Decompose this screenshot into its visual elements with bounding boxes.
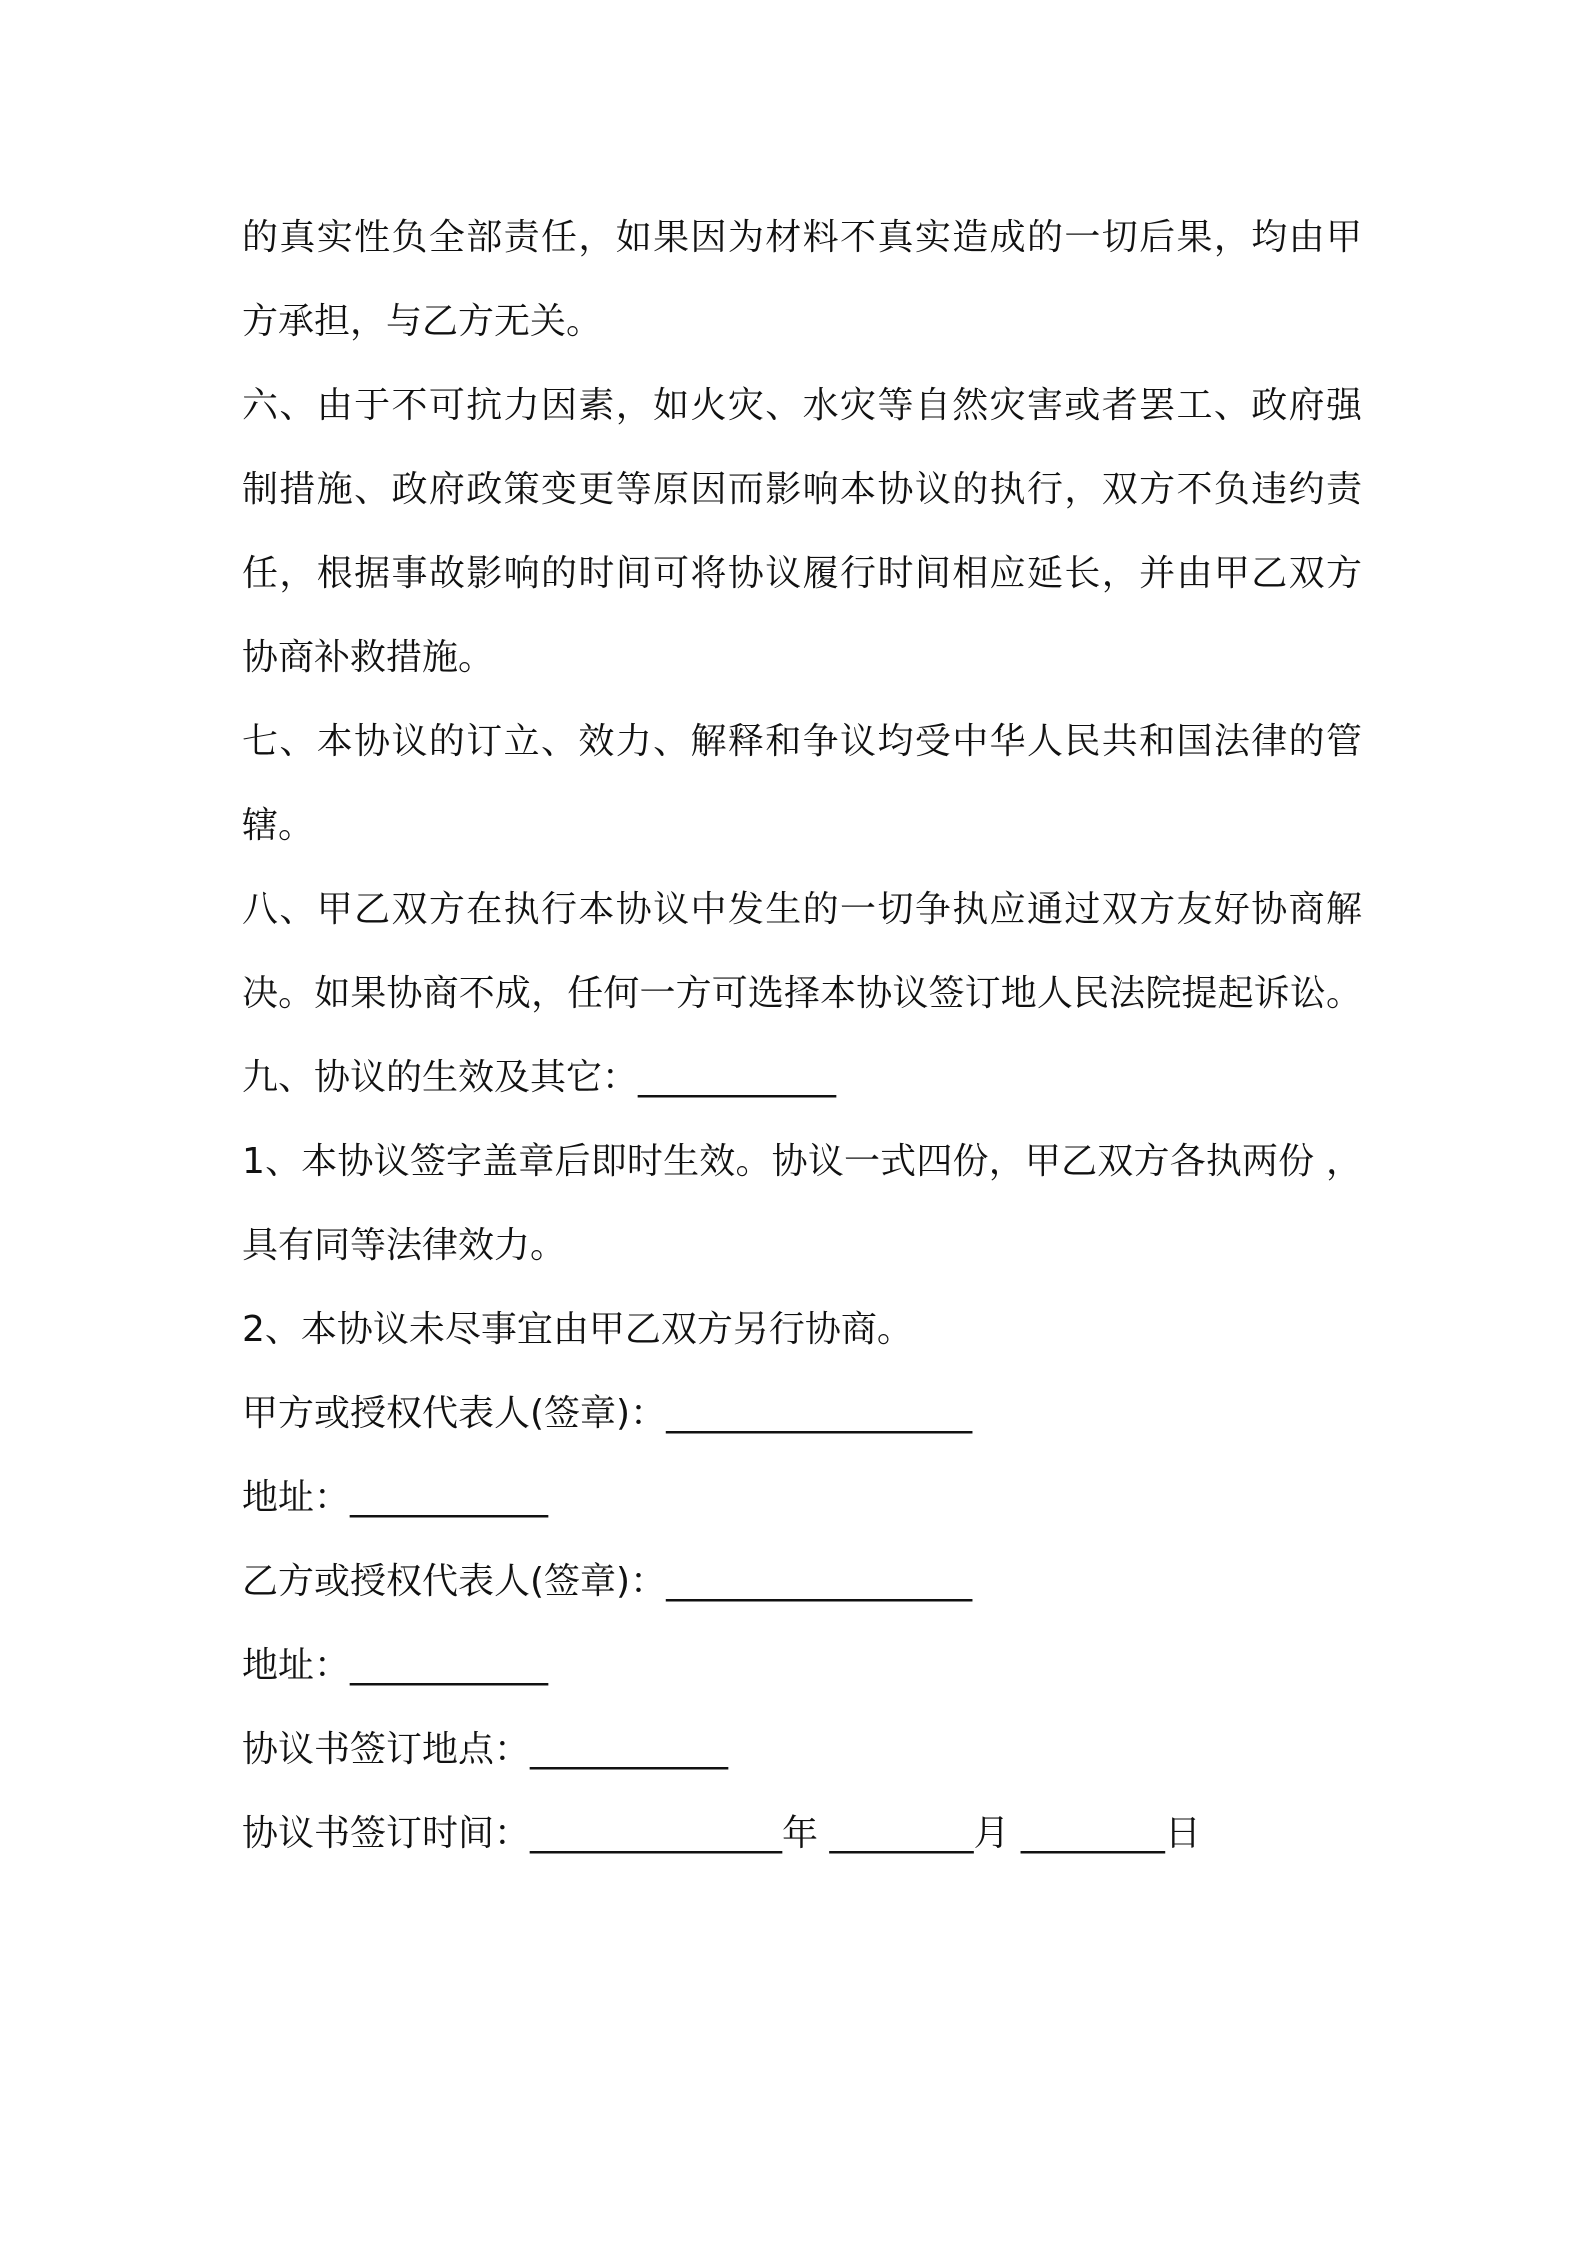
clause-6-line-3: 任，根据事故影响的时间可将协议履行时间相应延长，并由甲乙双方: [242, 553, 1362, 594]
clause-7-line-2: 辖。: [242, 805, 315, 846]
clause-9-item-2: 2、本协议未尽事宜由甲乙双方另行协商。: [242, 1309, 913, 1350]
clause-6-line-2: 制措施、政府政策变更等原因而影响本协议的执行，双方不负违约责: [242, 469, 1362, 510]
clause-9-heading: 九、协议的生效及其它：___________: [242, 1057, 837, 1098]
party-b-address-field: 地址：___________: [242, 1645, 549, 1686]
clause-7-line-1: 七、本协议的订立、效力、解释和争议均受中华人民共和国法律的管: [242, 721, 1362, 762]
clause-6-line-1: 六、由于不可抗力因素，如火灾、水灾等自然灾害或者罢工、政府强: [242, 385, 1362, 426]
clause-6-line-4: 协商补救措施。: [242, 637, 495, 678]
signing-place-field: 协议书签订地点：___________: [242, 1729, 729, 1770]
party-b-signature-field: 乙方或授权代表人(签章)：_________________: [242, 1561, 973, 1602]
party-a-signature-field: 甲方或授权代表人(签章)：_________________: [242, 1393, 973, 1434]
agreement-text: [242, 196, 1362, 1876]
clause-9-item-1-line-1: 1、本协议签字盖章后即时生效。协议一式四份，甲乙双方各执两份 ，: [242, 1141, 1362, 1182]
signing-date-field: 协议书签订时间：______________年 ________月 ________日: [242, 1813, 1201, 1854]
clause-8-line-1: 八、甲乙双方在执行本协议中发生的一切争执应通过双方友好协商解: [242, 889, 1362, 930]
clause-5-continued-line-2: 方承担，与乙方无关。: [242, 301, 603, 342]
party-a-address-field: 地址：___________: [242, 1477, 549, 1518]
clause-9-item-1-line-2: 具有同等法律效力。: [242, 1225, 567, 1266]
clause-5-continued-line-1: 的真实性负全部责任，如果因为材料不真实造成的一切后果，均由甲: [242, 217, 1362, 258]
clause-8-line-2: 决。如果协商不成，任何一方可选择本协议签订地人民法院提起诉讼。: [242, 973, 1362, 1014]
